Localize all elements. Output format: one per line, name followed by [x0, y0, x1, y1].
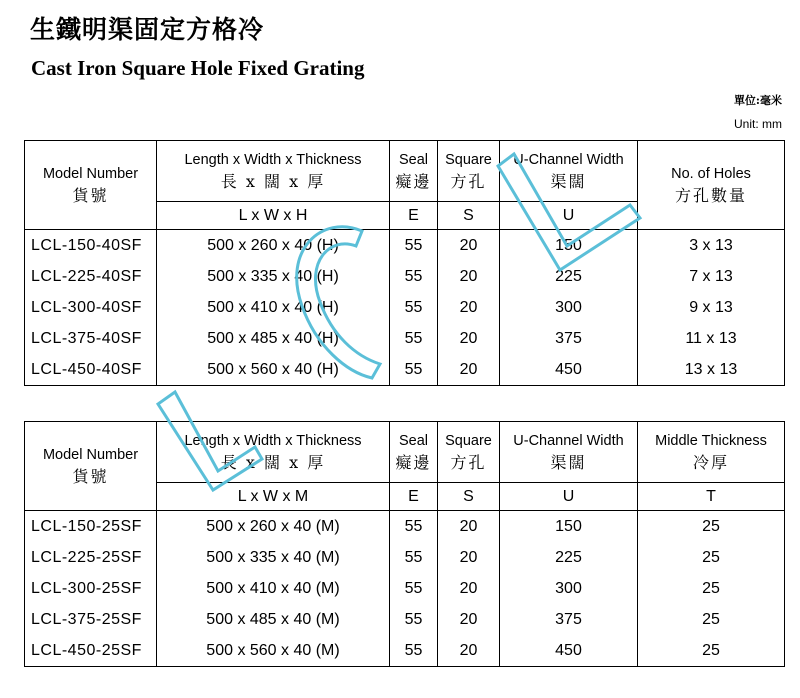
header-seal: Seal 癡邊 [390, 422, 438, 483]
unit-label-chinese: 單位:毫米 [733, 94, 782, 107]
width-cell: 225 [500, 542, 638, 573]
square-cell: 20 [438, 230, 500, 262]
square-cell: 20 [438, 261, 500, 292]
dimension-cell: 500 x 485 x 40 (M) [157, 604, 390, 635]
model-cell: LCL-150-25SF [25, 511, 157, 543]
seal-cell: 55 [390, 230, 438, 262]
seal-cell: 55 [390, 323, 438, 354]
table-row [25, 635, 785, 667]
seal-cell: 55 [390, 292, 438, 323]
seal-cell: 55 [390, 511, 438, 543]
model-cell: LCL-300-40SF [25, 292, 157, 323]
model-cell: LCL-225-25SF [25, 542, 157, 573]
width-cell: 300 [500, 292, 638, 323]
table-row [25, 511, 785, 543]
model-cell: LCL-450-40SF [25, 354, 157, 386]
unit-label-english: Unit: mm [734, 117, 782, 131]
grating-table-40sf [24, 140, 785, 386]
thickness-cell: 25 [638, 604, 785, 635]
table-header-row [25, 422, 785, 483]
holes-cell: 3 x 13 [638, 230, 785, 262]
holes-cell: 13 x 13 [638, 354, 785, 386]
table-row [25, 292, 785, 323]
square-cell: 20 [438, 604, 500, 635]
table-row [25, 323, 785, 354]
model-cell: LCL-300-25SF [25, 573, 157, 604]
model-cell: LCL-225-40SF [25, 261, 157, 292]
table-header-row [25, 141, 785, 202]
header-channel-width: U-Channel Width 渠闊 [500, 422, 638, 483]
header-square: Square 方孔 [438, 422, 500, 483]
thickness-cell: 25 [638, 511, 785, 543]
dimension-cell: 500 x 260 x 40 (H) [157, 230, 390, 262]
width-cell: 225 [500, 261, 638, 292]
seal-cell: 55 [390, 354, 438, 386]
header-model-number: Model Number 貨號 [25, 141, 157, 230]
seal-cell: 55 [390, 542, 438, 573]
symbol-cell: E [390, 483, 438, 511]
dimension-cell: 500 x 560 x 40 (H) [157, 354, 390, 386]
model-cell: LCL-375-40SF [25, 323, 157, 354]
width-cell: 450 [500, 354, 638, 386]
table-row [25, 573, 785, 604]
symbol-cell: S [438, 483, 500, 511]
header-model-number: Model Number 貨號 [25, 422, 157, 511]
table-row [25, 354, 785, 386]
dimension-cell: 500 x 485 x 40 (H) [157, 323, 390, 354]
header-square: Square 方孔 [438, 141, 500, 202]
square-cell: 20 [438, 511, 500, 543]
header-middle-thickness: Middle Thickness 冷厚 [638, 422, 785, 483]
square-cell: 20 [438, 323, 500, 354]
seal-cell: 55 [390, 604, 438, 635]
grating-table-25sf [24, 421, 785, 667]
square-cell: 20 [438, 573, 500, 604]
header-channel-width: U-Channel Width 渠闊 [500, 141, 638, 202]
symbol-cell: L x W x M [157, 483, 390, 511]
square-cell: 20 [438, 292, 500, 323]
width-cell: 150 [500, 511, 638, 543]
model-cell: LCL-375-25SF [25, 604, 157, 635]
page-title-english: Cast Iron Square Hole Fixed Grating [31, 56, 365, 80]
header-holes: No. of Holes 方孔數量 [638, 141, 785, 230]
dimension-cell: 500 x 335 x 40 (H) [157, 261, 390, 292]
symbol-cell: U [500, 483, 638, 511]
width-cell: 375 [500, 604, 638, 635]
header-dimensions: Length x Width x Thickness 長 x 闊 x 厚 [157, 141, 390, 202]
model-cell: LCL-150-40SF [25, 230, 157, 262]
dimension-cell: 500 x 335 x 40 (M) [157, 542, 390, 573]
symbol-cell: E [390, 202, 438, 230]
page-title-chinese: 生鐵明渠固定方格冷 [30, 15, 265, 44]
table-row [25, 604, 785, 635]
header-seal: Seal 癡邊 [390, 141, 438, 202]
thickness-cell: 25 [638, 573, 785, 604]
width-cell: 450 [500, 635, 638, 667]
header-dimensions: Length x Width x Thickness 長 x 闊 x 厚 [157, 422, 390, 483]
width-cell: 375 [500, 323, 638, 354]
seal-cell: 55 [390, 635, 438, 667]
thickness-cell: 25 [638, 542, 785, 573]
seal-cell: 55 [390, 261, 438, 292]
width-cell: 300 [500, 573, 638, 604]
square-cell: 20 [438, 542, 500, 573]
seal-cell: 55 [390, 573, 438, 604]
holes-cell: 9 x 13 [638, 292, 785, 323]
dimension-cell: 500 x 410 x 40 (M) [157, 573, 390, 604]
table-row [25, 230, 785, 262]
symbol-cell: T [638, 483, 785, 511]
holes-cell: 11 x 13 [638, 323, 785, 354]
dimension-cell: 500 x 260 x 40 (M) [157, 511, 390, 543]
square-cell: 20 [438, 354, 500, 386]
dimension-cell: 500 x 560 x 40 (M) [157, 635, 390, 667]
square-cell: 20 [438, 635, 500, 667]
symbol-cell: L x W x H [157, 202, 390, 230]
holes-cell: 7 x 13 [638, 261, 785, 292]
width-cell: 150 [500, 230, 638, 262]
table-row [25, 261, 785, 292]
model-cell: LCL-450-25SF [25, 635, 157, 667]
table-row [25, 542, 785, 573]
dimension-cell: 500 x 410 x 40 (H) [157, 292, 390, 323]
thickness-cell: 25 [638, 635, 785, 667]
symbol-cell: S [438, 202, 500, 230]
symbol-cell: U [500, 202, 638, 230]
